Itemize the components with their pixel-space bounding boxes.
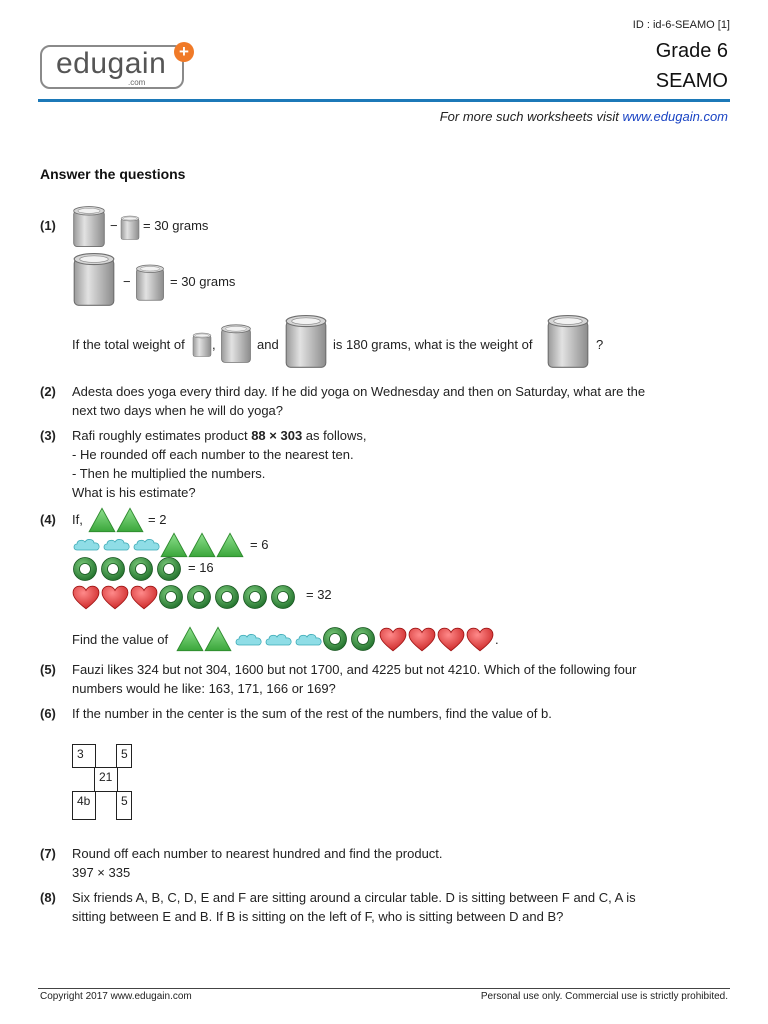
- cloud-icon: [294, 632, 324, 648]
- question-number: (1): [40, 218, 56, 233]
- visit-note: [440, 109, 728, 124]
- equation-text: = 6: [250, 537, 269, 552]
- ring-icon: [128, 556, 154, 582]
- question-number: (4): [40, 512, 56, 527]
- worksheet-id: ID : id-6-SEAMO [1]: [632, 19, 730, 31]
- if-text: If,: [72, 512, 83, 527]
- comma: ,: [212, 337, 216, 352]
- triangle-icon: [204, 626, 232, 652]
- ring-icon: [350, 626, 376, 652]
- ring-icon: [214, 584, 240, 610]
- minus-sign: −: [110, 218, 118, 233]
- cloud-icon: [264, 632, 294, 648]
- question-number: (6): [40, 706, 56, 721]
- question-text: If the total weight of: [72, 337, 185, 352]
- jar-icon: [120, 214, 140, 242]
- triangle-icon: [160, 532, 188, 558]
- heart-icon: [72, 585, 100, 611]
- minus-sign: −: [123, 274, 131, 289]
- equation-text: = 32: [306, 587, 332, 602]
- equation-text: = 30 grams: [170, 274, 236, 289]
- equation-text: = 30 grams: [143, 218, 209, 233]
- cloud-icon: [102, 537, 132, 553]
- jar-icon: [72, 205, 106, 249]
- text-run: as follows,: [302, 428, 367, 443]
- jar-icon: [284, 313, 328, 371]
- grid-cell-bottom-left: 4b: [72, 791, 96, 820]
- cloud-icon: [132, 537, 162, 553]
- question-mark: ?: [596, 337, 604, 352]
- question-text: Fauzi likes 324 but not 304, 1600 but not 1700, and 4225 but not 4210. Which of the following four: [72, 662, 637, 677]
- question-number: (5): [40, 662, 56, 677]
- ring-icon: [186, 584, 212, 610]
- footer-divider: [38, 988, 730, 989]
- logo-domain: .com: [128, 78, 146, 87]
- jar-icon: [72, 251, 116, 309]
- question-text: numbers would he like: 163, 171, 166 or 169?: [72, 681, 336, 696]
- ring-icon: [242, 584, 268, 610]
- period: .: [495, 632, 499, 647]
- heart-icon: [130, 585, 158, 611]
- triangle-icon: [188, 532, 216, 558]
- question-text: If the number in the center is the sum of the rest of the numbers, find the value of b.: [72, 706, 552, 721]
- heart-icon: [379, 627, 407, 653]
- header-divider: [38, 99, 730, 102]
- triangle-icon: [116, 507, 144, 533]
- ring-icon: [100, 556, 126, 582]
- question-text: Round off each number to nearest hundred and find the product.: [72, 846, 443, 861]
- subject-title: SEAMO: [655, 70, 728, 92]
- grade-title: Grade 6: [655, 40, 728, 62]
- text-run: Rafi roughly estimates product: [72, 428, 252, 443]
- usage-note: Personal use only. Commercial use is strictly prohibited.: [480, 991, 728, 1002]
- question-text: - Then he multiplied the numbers.: [72, 466, 266, 481]
- logo-plus-icon: +: [174, 42, 194, 62]
- question-text: is 180 grams, what is the weight of: [333, 337, 533, 352]
- cloud-icon: [234, 632, 264, 648]
- question-text: sitting between E and B. If B is sitting on the left of F, who is sitting between D and B?: [72, 909, 564, 924]
- question-number: (7): [40, 846, 56, 861]
- jar-icon: [192, 331, 212, 359]
- equation-text: = 16: [188, 560, 214, 575]
- ring-icon: [156, 556, 182, 582]
- heart-icon: [101, 585, 129, 611]
- jar-icon: [135, 262, 165, 304]
- question-text: - He rounded off each number to the nearest ten.: [72, 447, 354, 462]
- visit-prefix: For more such worksheets visit: [439, 109, 623, 124]
- triangle-icon: [216, 532, 244, 558]
- find-text: Find the value of: [72, 632, 169, 647]
- expression: 88 × 303: [251, 428, 303, 443]
- cloud-icon: [72, 537, 102, 553]
- question-text: What is his estimate?: [72, 485, 196, 500]
- ring-icon: [270, 584, 296, 610]
- edugain-link[interactable]: www.edugain.com: [622, 109, 728, 124]
- heart-icon: [408, 627, 436, 653]
- logo-text: edugain: [56, 47, 167, 80]
- question-text: [72, 426, 366, 445]
- grid-cell-center: 21: [94, 767, 118, 792]
- question-number: (3): [40, 428, 56, 443]
- equation-text: = 2: [148, 512, 167, 527]
- jar-icon: [220, 322, 252, 366]
- triangle-icon: [176, 626, 204, 652]
- grid-cell-top-left: 3: [72, 744, 96, 768]
- section-title: Answer the questions: [40, 166, 186, 182]
- question-number: (2): [40, 384, 56, 399]
- heart-icon: [466, 627, 494, 653]
- grid-cell-top-right: 5: [116, 744, 132, 768]
- ring-icon: [158, 584, 184, 610]
- grid-cell-bottom-right: 5: [116, 791, 132, 820]
- question-text: 397 × 335: [72, 865, 131, 880]
- question-text: Six friends A, B, C, D, E and F are sitting around a circular table. D is sitting between F and C, A is: [72, 890, 636, 905]
- copyright: Copyright 2017 www.edugain.com: [40, 991, 192, 1002]
- heart-icon: [437, 627, 465, 653]
- and-text: and: [257, 337, 279, 352]
- ring-icon: [72, 556, 98, 582]
- question-text: next two days when he will do yoga?: [72, 403, 284, 418]
- ring-icon: [322, 626, 348, 652]
- question-number: (8): [40, 890, 56, 905]
- triangle-icon: [88, 507, 116, 533]
- question-text: Adesta does yoga every third day. If he did yoga on Wednesday and then on Saturday, what are the: [72, 384, 646, 399]
- jar-icon: [546, 313, 590, 371]
